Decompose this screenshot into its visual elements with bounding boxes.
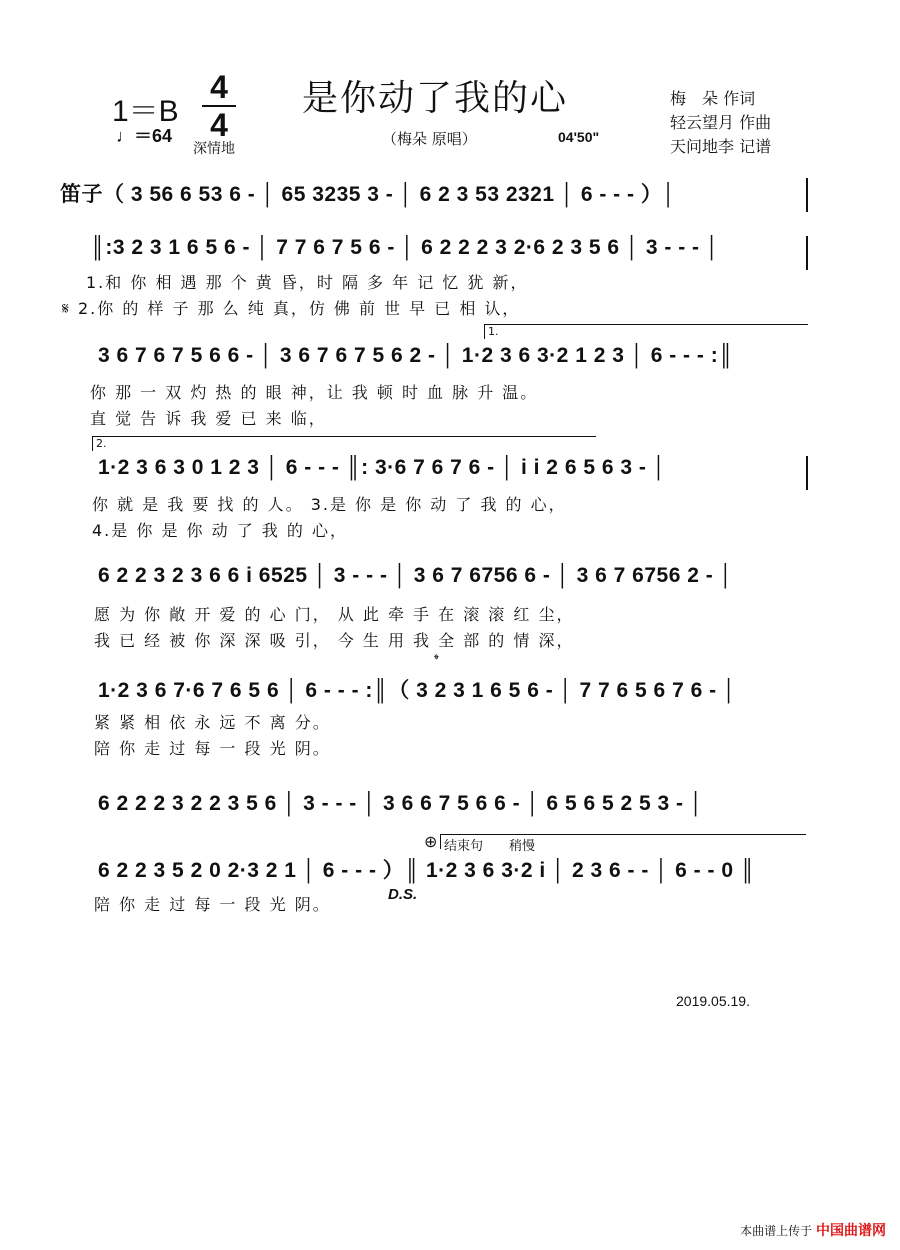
footer-prefix: 本曲谱上传于 — [740, 1224, 813, 1238]
lyric-verse-1: 1.和 你 相 遇 那 个 黄 昏，时 隔 多 年 记 忆 犹 新， — [86, 273, 529, 292]
footer-watermark — [740, 1220, 886, 1240]
notation-line: 笛子（ 3 56 6 53 6 - │ 65 3235 3 - │ 6 2 3 53 2321 │ 6 - - - ）│ — [60, 183, 676, 206]
da-segno-mark: D.S. — [388, 886, 418, 903]
lyric-verse-4: 4.是 你 是 你 动 了 我 的 心， — [92, 521, 348, 540]
footer-site: 中国曲谱网 — [816, 1223, 886, 1239]
time-signature-top: 4 — [210, 69, 228, 105]
transcription-date: 2019.05.19. — [676, 993, 750, 1009]
segno-icon: 𝄌 — [434, 652, 439, 668]
song-title: 是你动了我的心 — [302, 78, 569, 119]
notation-line: ║:3 2 3 1 6 5 6 - │ 7 7 6 7 5 6 - │ 6 2 2 2 3 2·6 2 3 5 6 │ 3 - - - │ — [90, 236, 720, 259]
coda-text: 结束句 稍慢 — [444, 839, 536, 854]
lyric-verse-4: 我 已 经 被 你 深 深 吸 引， 今 生 用 我 全 部 的 情 深， — [94, 631, 575, 650]
notation-line: 1·2 3 6 3 0 1 2 3 │ 6 - - - ║: 3·6 7 6 7 6 - │ i i 2 6 5 6 3 - │ — [98, 456, 667, 479]
lyric-verse-3: 你 就 是 我 要 找 的 人。 3.是 你 是 你 动 了 我 的 心， — [92, 495, 567, 514]
lyric-verse-2: 直 觉 告 诉 我 爱 已 来 临， — [90, 409, 327, 428]
volta-2-label: 2. — [96, 437, 107, 450]
time-signature — [202, 70, 236, 142]
lyricist-credit: 梅 朵 作词 — [670, 89, 756, 108]
tempo-marking: ♩＝64 — [116, 126, 173, 146]
composer-credit: 轻云望月 作曲 — [670, 113, 772, 132]
original-singer: （梅朵 原唱） — [382, 130, 477, 148]
notation-line: 3 6 7 6 7 5 6 6 - │ 3 6 7 6 7 5 6 2 - │ 1·2 3 6 3·2 1 2 3 │ 6 - - - :║ — [98, 344, 734, 367]
time-signature-bottom: 4 — [210, 107, 228, 143]
key-signature: 1＝B — [112, 95, 179, 128]
notation-line: 1·2 3 6 7·6 7 6 5 6 │ 6 - - - :║（ 3 2 3 1 6 5 6 - │ 7 7 6 5 6 7 6 - │ — [98, 679, 737, 702]
lyric-verse-1: 你 那 一 双 灼 热 的 眼 神，让 我 顿 时 血 脉 升 温。 — [90, 383, 539, 402]
coda-bracket — [440, 834, 806, 854]
notation-line: 6 2 2 3 2 3 6 6 i 6525 │ 3 - - - │ 3 6 7 6756 6 - │ 3 6 7 6756 2 - │ — [98, 564, 734, 587]
lyric-verse-3: 紧 紧 相 依 永 远 不 离 分。 — [94, 713, 331, 732]
volta-2-bracket — [92, 436, 596, 451]
notation-line: 6 2 2 2 3 2 2 3 5 6 │ 3 - - - │ 3 6 6 7 5 6 6 - │ 6 5 6 5 2 5 3 - │ — [98, 792, 704, 815]
coda-icon: ⊕ — [424, 832, 438, 851]
barline — [806, 456, 808, 490]
lyric-verse-3: 愿 为 你 敞 开 爱 的 心 门， 从 此 牵 手 在 滚 滚 红 尘， — [94, 605, 575, 624]
song-duration: 04'50" — [558, 129, 600, 145]
transcriber-credit: 天问地李 记谱 — [670, 137, 772, 156]
lyric-ending: 陪 你 走 过 每 一 段 光 阴。 — [94, 895, 331, 914]
lyric-verse-2: 𝄋 2.你 的 样 子 那 么 纯 真，仿 佛 前 世 早 已 相 认， — [62, 299, 521, 318]
expression-marking: 深情地 — [193, 141, 235, 157]
notation-line: 6 2 2 3 5 2 0 2·3 2 1 │ 6 - - - ）║ 1·2 3 6 3·2 i │ 2 3 6 - - │ 6 - - 0 ║ — [98, 859, 756, 882]
barline — [806, 236, 808, 270]
lyric-verse-4: 陪 你 走 过 每 一 段 光 阴。 — [94, 739, 331, 758]
volta-1-label: 1. — [488, 325, 499, 338]
volta-1-bracket — [484, 324, 808, 339]
barline — [806, 178, 808, 212]
